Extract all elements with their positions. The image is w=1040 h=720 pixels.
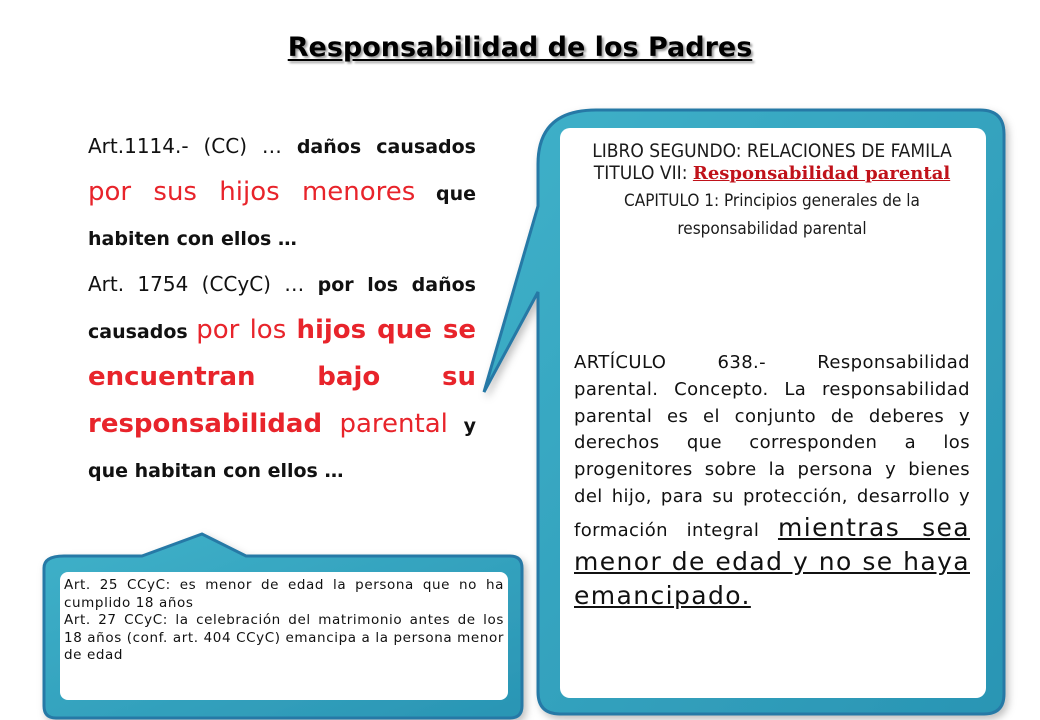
article-27-text: Art. 27 CCyC: la celebración del matrimonio antes de los 18 años (conf. art. 404 CCyC) emancipa a la persona menor de edad (64, 612, 504, 664)
article-638-text (574, 350, 970, 613)
article-1754-text-e: y que habitan con ellos … (88, 415, 476, 482)
libro-heading: LIBRO SEGUNDO: RELACIONES DE FAMILA (592, 140, 952, 162)
left-bubble-text (64, 577, 504, 665)
article-1754-highlight-a: por los (196, 315, 297, 345)
titulo-prefix: TITULO VII: (593, 162, 693, 184)
article-1754-highlight-c: parental (322, 409, 448, 439)
article-1114-highlight: por sus hijos menores (88, 177, 416, 207)
capitulo-heading: CAPITULO 1: Principios generales de la responsabilidad parental (624, 191, 920, 239)
article-1114-ref: Art.1114.- (CC) … (88, 134, 297, 158)
right-bubble-heading (566, 140, 978, 243)
article-1754-ref: Art. 1754 (CCyC) … (88, 272, 318, 296)
article-1114-text-c: que habiten con ellos … (88, 183, 476, 250)
article-1754-text-a: por los daños causados (88, 274, 476, 343)
titulo-heading (566, 162, 978, 185)
article-1114-text-a: daños causados (296, 136, 476, 158)
page-title: Responsabilidad de los Padres (287, 32, 753, 63)
article-25-text: Art. 25 CCyC: es menor de edad la persona que no ha cumplido 18 años (64, 577, 504, 611)
titulo-name: Responsabilidad parental (692, 163, 951, 184)
article-638-highlight: mientras sea menor de edad y no se haya emancipado. (574, 512, 970, 610)
article-638-body: ARTÍCULO 638.- Responsabilidad parental. Concepto. La responsabilidad parental es el conjunto de deberes y derechos que corresponden a los progenitores sobre la persona y bienes del hijo, para su protección, desarrollo y formación integral (574, 352, 970, 541)
article-1754-highlight-b: hijos que se encuentran bajo su responsabilidad (88, 315, 476, 439)
